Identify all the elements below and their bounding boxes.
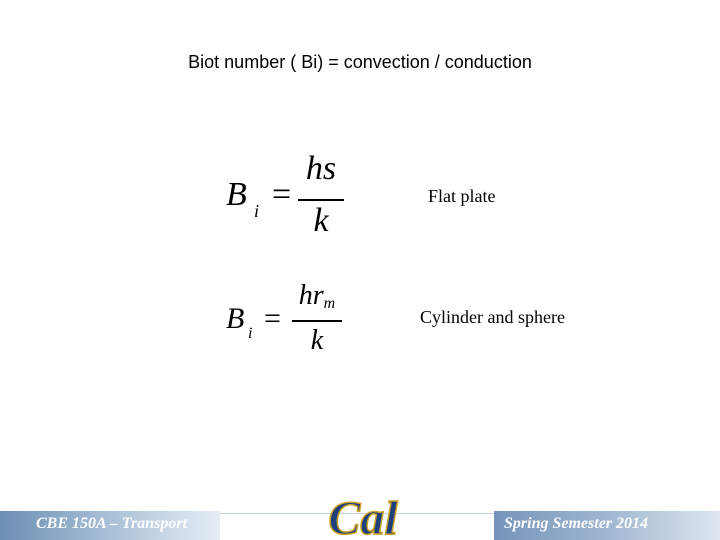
equation-subscript: i [254,201,260,221]
equation-subscript: i [248,325,253,342]
equation-numerator: hs [305,150,337,187]
fraction-bar [292,320,342,322]
cal-logo-text: Cal [328,492,398,540]
equals-sign: = [264,302,281,335]
numerator-main: hr [298,280,324,311]
footer-left-banner [0,511,220,540]
equation-base: B [226,176,247,213]
numerator-subscript: m [323,295,336,312]
fraction-bar [298,199,344,201]
equation-denominator: k [310,325,324,356]
equation-base: B [226,302,245,335]
biot-equation-flat-plate [226,150,356,250]
equation-denominator: k [313,202,329,239]
case-label-flat-plate: Flat plate [428,186,496,206]
slide-title: Biot number ( Bi) = convection / conduction [188,52,532,72]
cal-logo [326,484,400,540]
equals-sign: = [272,176,292,213]
biot-equation-cylinder-sphere [226,280,356,370]
case-label-cylinder-sphere: Cylinder and sphere [420,307,565,327]
course-name: CBE 150A – Transport [36,515,188,532]
semester-label: Spring Semester 2014 [504,515,649,532]
footer-right-banner [494,511,720,540]
equation-numerator [292,280,342,312]
